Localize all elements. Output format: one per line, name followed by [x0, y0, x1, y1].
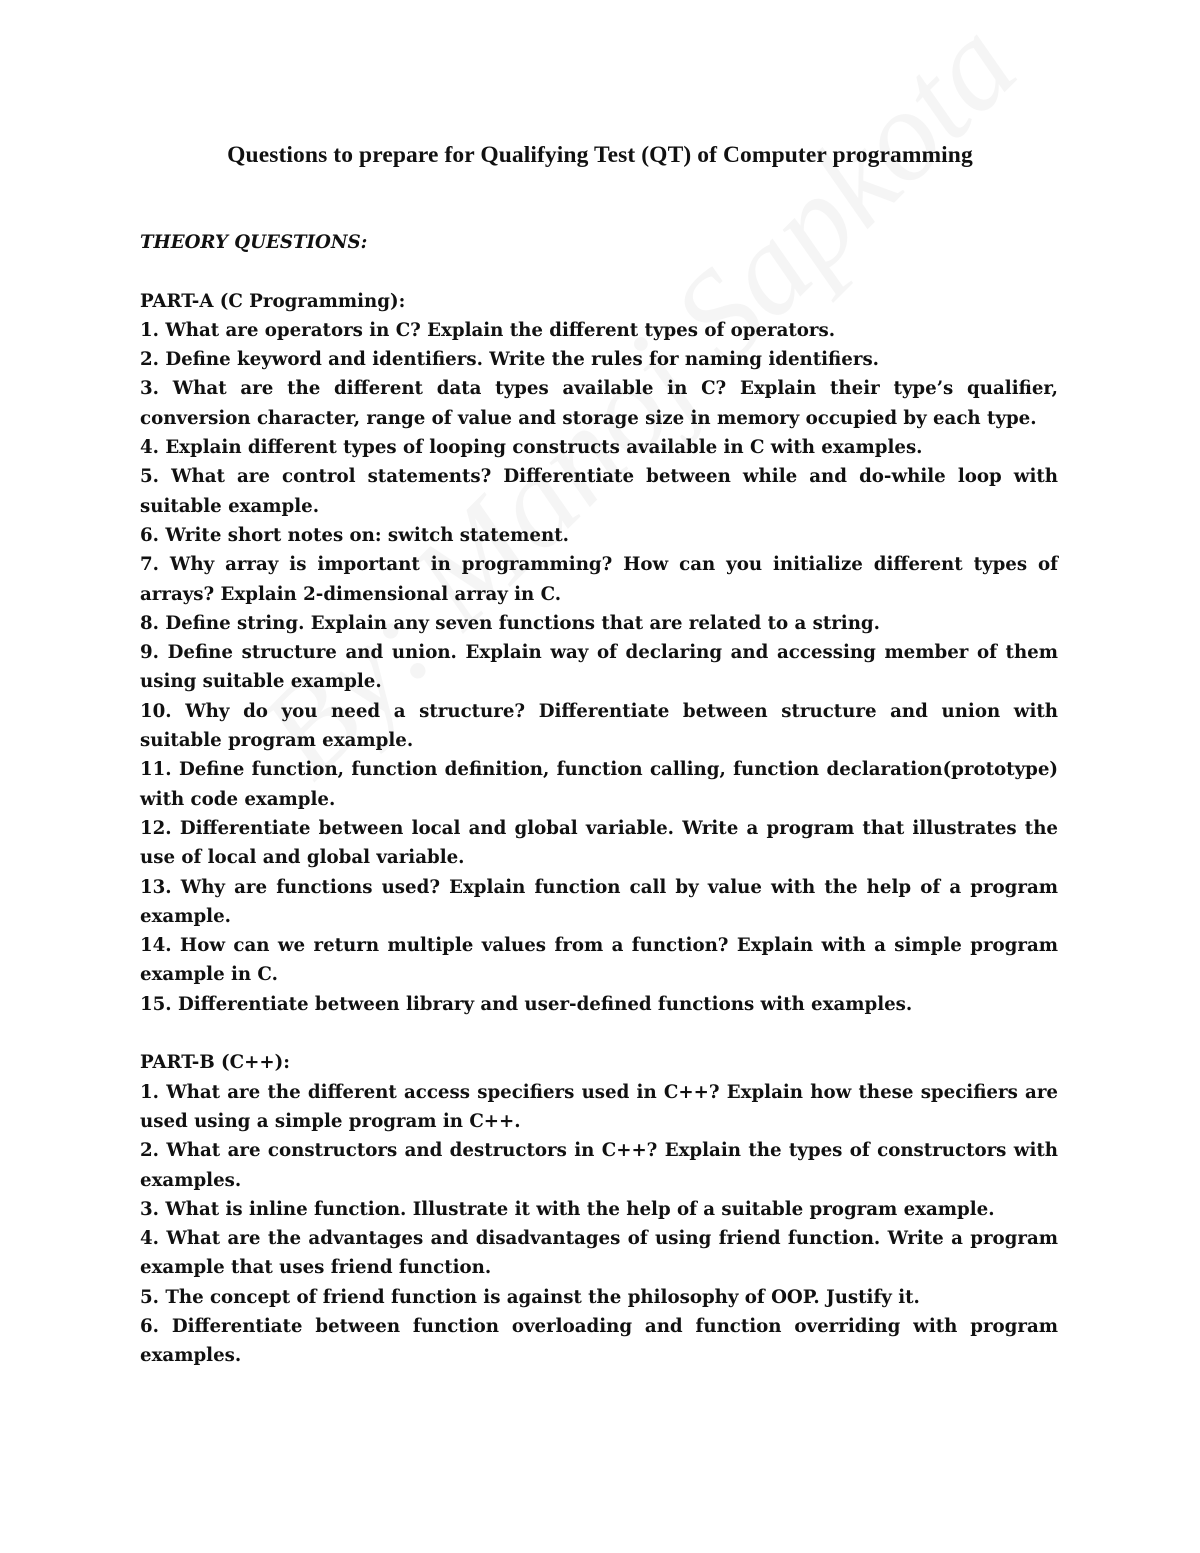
part-a-question: 10. Why do you need a structure? Differentiate between structure and union with suitable program example. [140, 700, 1058, 752]
part-a-question: 12. Differentiate between local and global variable. Write a program that illustrates the use of local and global variable. [140, 817, 1058, 869]
part-a-question: 13. Why are functions used? Explain function call by value with the help of a program example. [140, 876, 1058, 927]
part-b-question: 6. Differentiate between function overloading and function overriding with program examples. [140, 1315, 1058, 1367]
part-a-section [140, 287, 1058, 1019]
part-b-question: 5. The concept of friend function is against the philosophy of OOP. Justify it. [140, 1286, 920, 1308]
part-a-question: 5. What are control statements? Differentiate between while and do-while loop with suitable example. [140, 466, 1058, 517]
part-a-question: 15. Differentiate between library and user-defined functions with examples. [140, 993, 913, 1015]
part-a-question: 7. Why array is important in programming? How can you initialize different types of arrays? Explain 2-dimensional array in C. [140, 554, 1058, 605]
part-a-question: 9. Define structure and union. Explain way of declaring and accessing member of them using suitable example. [140, 642, 1058, 693]
spacer [140, 1019, 1058, 1048]
part-b-question: 2. What are constructors and destructors in C++? Explain the types of constructors with examples. [140, 1140, 1058, 1191]
part-b-question: 3. What is inline function. Illustrate it with the help of a suitable program example. [140, 1198, 995, 1220]
part-a-question: 8. Define string. Explain any seven functions that are related to a string. [140, 612, 880, 634]
document-title: Questions to prepare for Qualifying Test (QT) of Computer programming [227, 142, 973, 168]
part-a-question: 4. Explain different types of looping constructs available in C with examples. [140, 437, 923, 459]
part-a-question: 3. What are the different data types available in C? Explain their type’s qualifier, conversion character, range of value and storage size in memory occupied by each type. [140, 378, 1058, 429]
part-a-question: 14. How can we return multiple values from a function? Explain with a simple program example in C. [140, 935, 1058, 986]
theory-questions-heading: THEORY QUESTIONS: [140, 232, 368, 253]
part-a-question: 6. Write short notes on: switch statement. [140, 524, 569, 546]
document-body [140, 228, 1058, 1371]
part-a-question: 1. What are operators in C? Explain the different types of operators. [140, 319, 836, 341]
part-a-question: 2. Define keyword and identifiers. Write the rules for naming identifiers. [140, 349, 880, 371]
part-a-heading: PART-A (C Programming): [140, 290, 406, 312]
part-b-question: 1. What are the different access specifiers used in C++? Explain how these specifiers are used using a simple program in C++. [140, 1081, 1058, 1132]
part-b-section [140, 1048, 1058, 1370]
part-a-question: 11. Define function, function definition, function calling, function declaration(prototype) with code example. [140, 759, 1058, 810]
part-b-question: 4. What are the advantages and disadvantages of using friend function. Write a program example that uses friend function. [140, 1228, 1058, 1279]
part-b-heading: PART-B (C++): [140, 1052, 290, 1074]
spacer [140, 257, 1058, 286]
